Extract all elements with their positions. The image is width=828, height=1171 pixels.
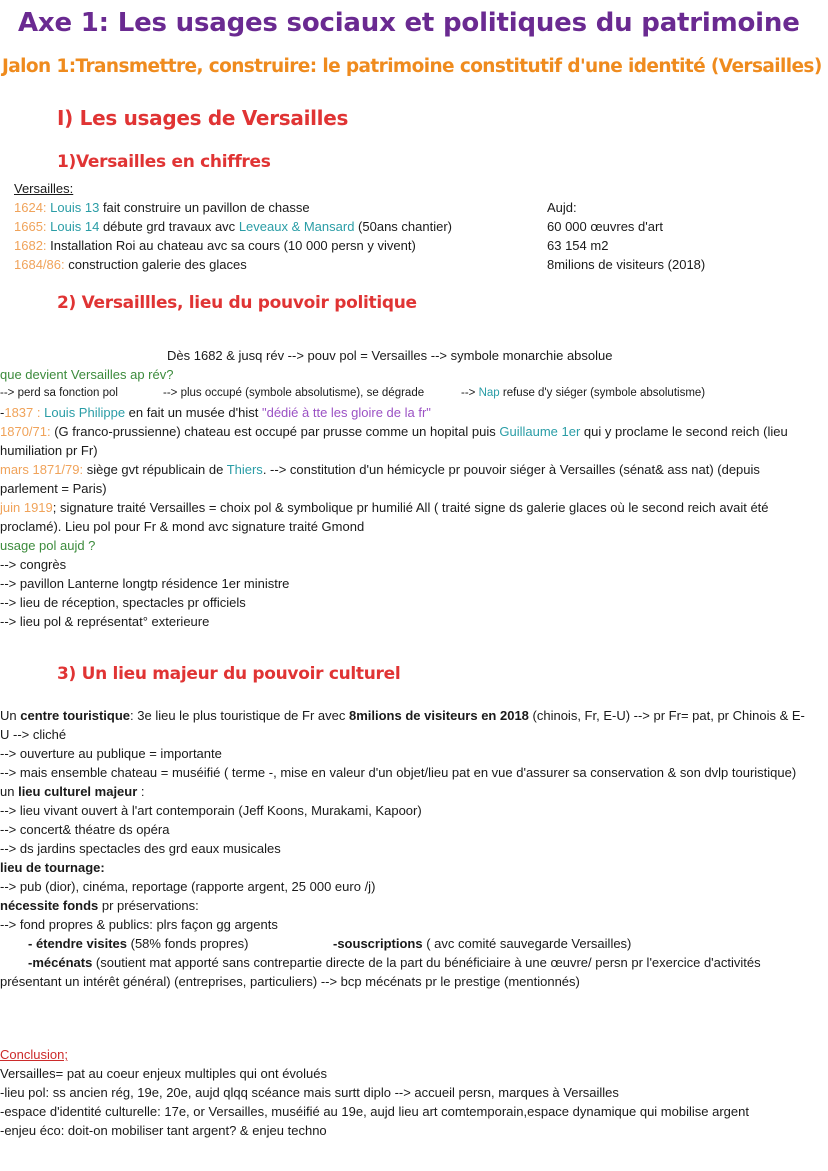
list-item: --> pavillon Lanterne longtp résidence 1er ministre (0, 576, 290, 591)
entry-1919: juin 1919; signature traité Versailles = choix pol & symbolique pr humilié All ( traité signe ds galerie glaces où le second reich avait été proclamé). Lieu pol pour Fr & mond avc signature traité Gmond (0, 500, 769, 534)
axe-heading: Axe 1: Les usages sociaux et politiques du patrimoine (18, 8, 800, 38)
consequence-degrade: --> plus occupé (symbole absolutisme), se dégrade (163, 387, 425, 399)
versailles-label: Versailles: (14, 181, 74, 196)
question-ap-rev: que devient Versailles ap rév? (0, 367, 174, 382)
question-usage-aujd: usage pol aujd ? (0, 538, 96, 553)
entry-1837: -1837 : Louis Philippe en fait un musée d'hist "dédié à tte les gloire de la fr" (0, 405, 431, 420)
list-item: --> pub (dior), cinéma, reportage (rapporte argent, 25 000 euro /j) (0, 879, 376, 894)
conclusion-title: Conclusion; (0, 1047, 68, 1062)
list-item: --> ouverture au publique = importante (0, 746, 222, 761)
conclusion-line: Versailles= pat au coeur enjeux multiples qui ont évolués (0, 1066, 328, 1081)
section1-timeline (14, 179, 534, 274)
stat-surface: 63 154 m2 (547, 238, 609, 253)
list-item: --> ds jardins spectacles des grd eaux musicales (0, 841, 281, 856)
timeline-1682: 1682: Installation Roi au chateau avc sa cours (10 000 persn y vivent) (14, 238, 416, 253)
mecenats: -mécénats (soutient mat apporté sans contrepartie directe de la part du bénéficiaire à une œuvre/ persn pr l'exercice d'activités présentant un intérêt général) (entreprises, particuliers) --> bcp mécénats pr le prestige (mentionnés) (0, 955, 761, 989)
timeline-1684: 1684/86: construction galerie des glaces (14, 257, 247, 272)
section3-heading: 3) Un lieu majeur du pouvoir culturel (57, 664, 401, 684)
consequences-row (0, 384, 814, 403)
conclusion-line: -lieu pol: ss ancien rég, 19e, 20e, aujd qlqq scéance mais surtt diplo --> accueil persn, marques à Versailles (0, 1085, 619, 1100)
entry-1871: mars 1871/79: siège gvt républicain de Thiers. --> constitution d'un hémicycle pr pouvoir siéger à Versailles (sénat& ass nat) (depuis parlement = Paris) (0, 462, 760, 496)
section2-heading: 2) Versaillles, lieu du pouvoir politique (57, 293, 417, 313)
funding-row (0, 934, 814, 953)
consequence-nap: --> Nap refuse d'y siéger (symbole absolutisme) (461, 387, 706, 399)
list-item: --> mais ensemble chateau = muséifié ( terme -, mise en valeur d'un objet/lieu pat en vue d'assurer sa conservation & son dvlp touristique) (0, 765, 797, 780)
center-statement: Dès 1682 & jusq rév --> pouv pol = Versailles --> symbole monarchie absolue (167, 348, 613, 363)
lieu-culturel-label: un lieu culturel majeur : (0, 784, 145, 799)
stat-visiteurs: 8milions de visiteurs (2018) (547, 257, 706, 272)
list-item: --> fond propres & publics: plrs façon gg argents (0, 917, 278, 932)
aujd-stats (547, 198, 817, 274)
fonds-label: nécessite fonds pr préservations: (0, 898, 199, 913)
souscriptions: -souscriptions ( avc comité sauvegarde Versailles) (333, 936, 632, 951)
list-item: --> lieu vivant ouvert à l'art contemporain (Jeff Koons, Murakami, Kapoor) (0, 803, 422, 818)
conclusion-line: -espace d'identité culturelle: 17e, or Versailles, muséifié au 19e, aujd lieu art comtemporain,espace dynamique qui mobilise argent (0, 1104, 749, 1119)
section2-body (0, 346, 814, 631)
list-item: --> congrès (0, 557, 67, 572)
part1-heading: I) Les usages de Versailles (57, 106, 349, 130)
list-item: --> lieu pol & représentat° exterieure (0, 614, 210, 629)
section1-heading: 1)Versailles en chiffres (57, 152, 271, 172)
entry-1870: 1870/71: (G franco-prussienne) chateau est occupé par prusse comme un hopital puis Guillaume 1er qui y proclame le second reich (lieu humiliation pr Fr) (0, 424, 788, 458)
tournage-label: lieu de tournage: (0, 860, 105, 875)
timeline-1665: 1665: Louis 14 débute grd travaux avc Leveaux & Mansard (50ans chantier) (14, 219, 452, 234)
etendre-visites: - étendre visites (58% fonds propres) (28, 936, 249, 951)
timeline-1624: 1624: Louis 13 fait construire un pavillon de chasse (14, 200, 310, 215)
aujd-label: Aujd: (547, 200, 577, 215)
consequence-fonction: --> perd sa fonction pol (0, 387, 118, 399)
section3-body (0, 706, 814, 991)
stat-oeuvres: 60 000 œuvres d'art (547, 219, 663, 234)
conclusion (0, 1045, 814, 1140)
jalon-heading: Jalon 1:Transmettre, construire: le patrimoine constitutif d'une identité (Versailles) (2, 56, 822, 77)
list-item: --> concert& théatre ds opéra (0, 822, 170, 837)
centre-touristique: Un centre touristique: 3e lieu le plus touristique de Fr avec 8milions de visiteurs en 2018 (chinois, Fr, E-U) --> pr Fr= pat, pr Chinois & E-U --> cliché (0, 708, 805, 742)
list-item: --> lieu de réception, spectacles pr officiels (0, 595, 246, 610)
conclusion-line: -enjeu éco: doit-on mobiliser tant argent? & enjeu techno (0, 1123, 327, 1138)
